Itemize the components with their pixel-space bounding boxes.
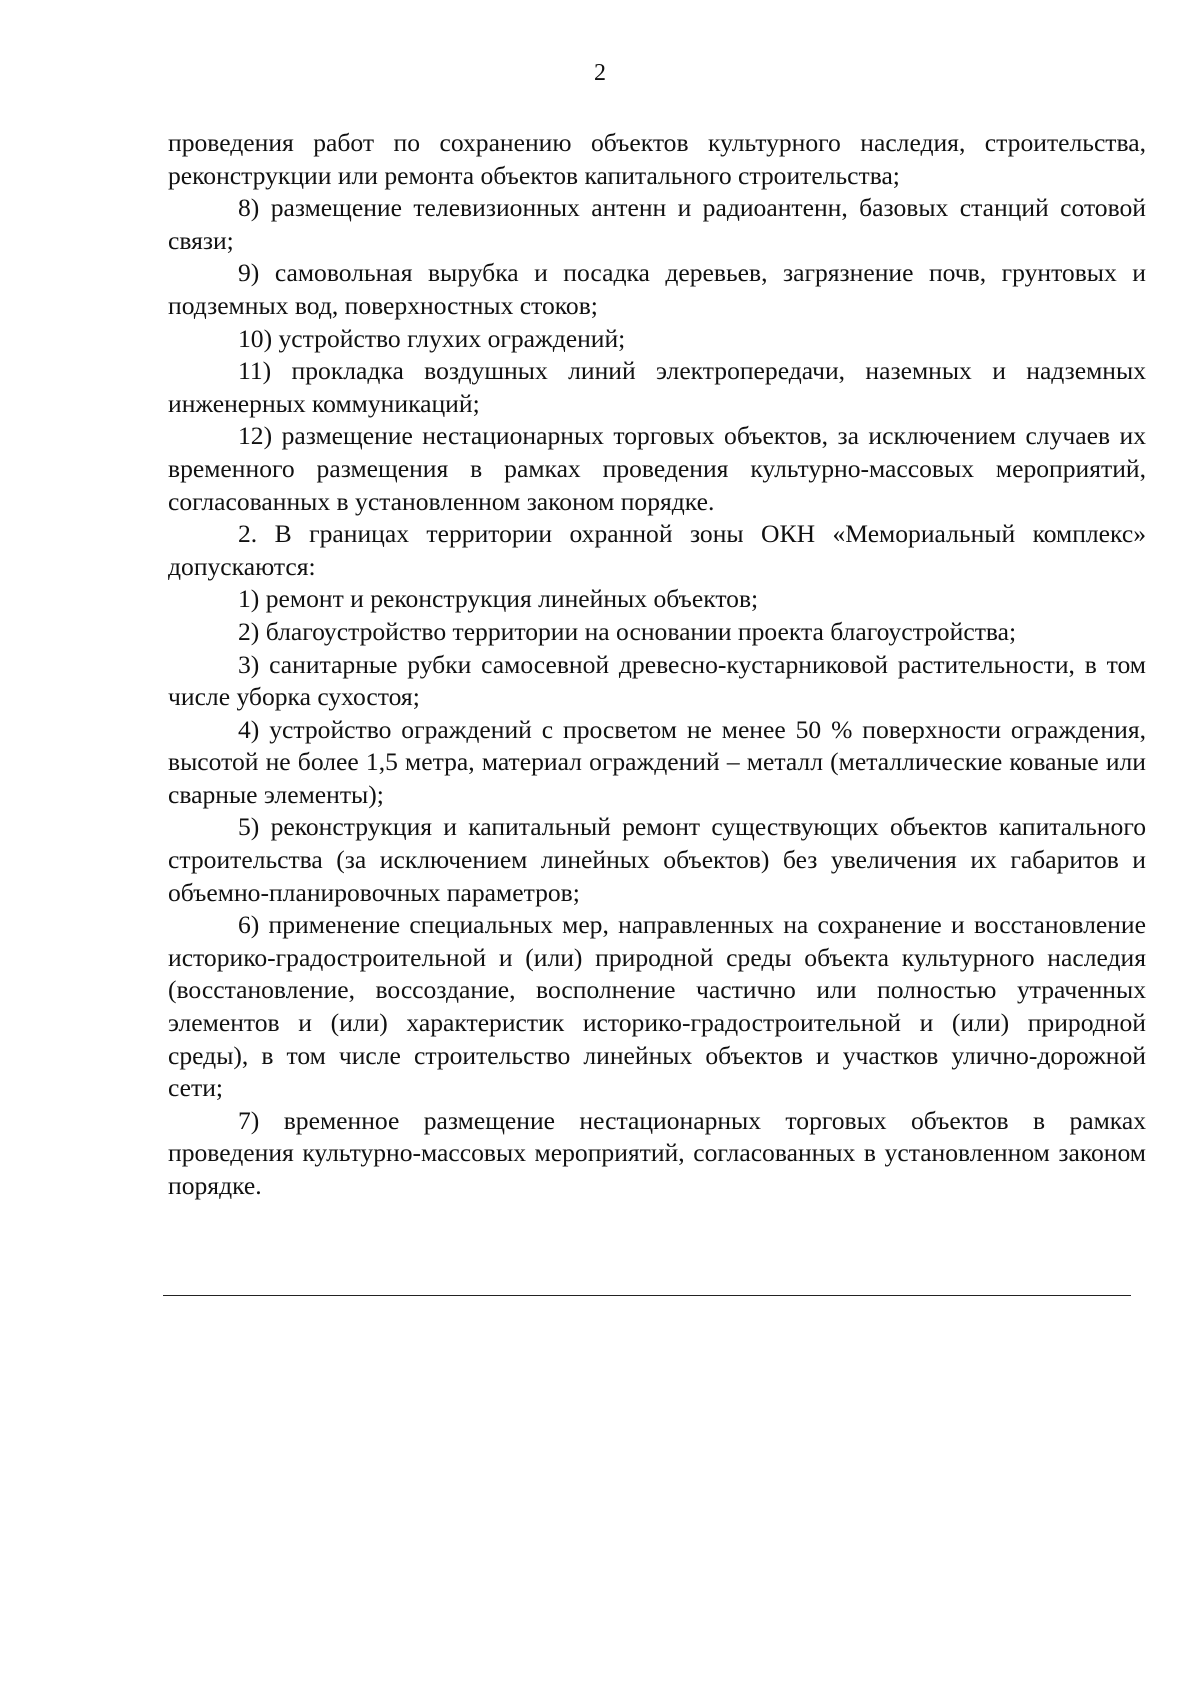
list-item-9: 9) самовольная вырубка и посадка деревьев, загрязнение почв, грунтовых и подземных вод, поверхностных стоков; <box>168 258 1146 320</box>
page-number: 2 <box>594 60 606 86</box>
allowed-item-1: 1) ремонт и реконструкция линейных объектов; <box>238 584 759 614</box>
allowed-item-5: 5) реконструкция и капитальный ремонт существующих объектов капитального строительства (за исключением линейных объектов) без увеличения их габаритов и объемно-планировочных параметров; <box>168 812 1146 907</box>
list-item-12: 12) размещение нестационарных торговых объектов, за исключением случаев их временного размещения в рамках проведения культурно-массовых мероприятий, согласованных в установленном законом порядке. <box>168 421 1146 516</box>
allowed-item-4: 4) устройство ограждений с просветом не менее 50 % поверхности ограждения, высотой не более 1,5 метра, материал ограждений – металл (металлические кованые или сварные элементы); <box>168 714 1146 809</box>
end-separator-line <box>163 1295 1131 1296</box>
allowed-item-2: 2) благоустройство территории на основании проекта благоустройства; <box>238 616 1017 646</box>
allowed-item-7: 7) временное размещение нестационарных торговых объектов в рамках проведения культурно-массовых мероприятий, согласованных в установленном законом порядке. <box>168 1105 1146 1200</box>
list-item-10: 10) устройство глухих ограждений; <box>238 323 626 353</box>
section-2-heading: 2. В границах территории охранной зоны ОКН «Мемориальный комплекс» допускаются: <box>168 519 1146 581</box>
list-item-11: 11) прокладка воздушных линий электропередачи, наземных и надземных инженерных коммуникаций; <box>168 356 1146 418</box>
paragraph-continuation: проведения работ по сохранению объектов культурного наследия, строительства, реконструкции или ремонта объектов капитального строительства; <box>168 128 1146 190</box>
allowed-item-3: 3) санитарные рубки самосевной древесно-кустарниковой растительности, в том числе уборка сухостоя; <box>168 649 1146 712</box>
document-body <box>168 127 1146 1203</box>
allowed-item-6: 6) применение специальных мер, направленных на сохранение и восстановление историко-градостроительной и (или) природной среды объекта культурного наследия (восстановление, воссоздание, восполнение частично или полностью утраченных элементов и (или) характеристик историко-градостроительной и (или) природной среды), в том числе строительство линейных объектов и участков улично-дорожной сети; <box>168 910 1146 1103</box>
list-item-8: 8) размещение телевизионных антенн и радиоантенн, базовых станций сотовой связи; <box>168 193 1146 255</box>
